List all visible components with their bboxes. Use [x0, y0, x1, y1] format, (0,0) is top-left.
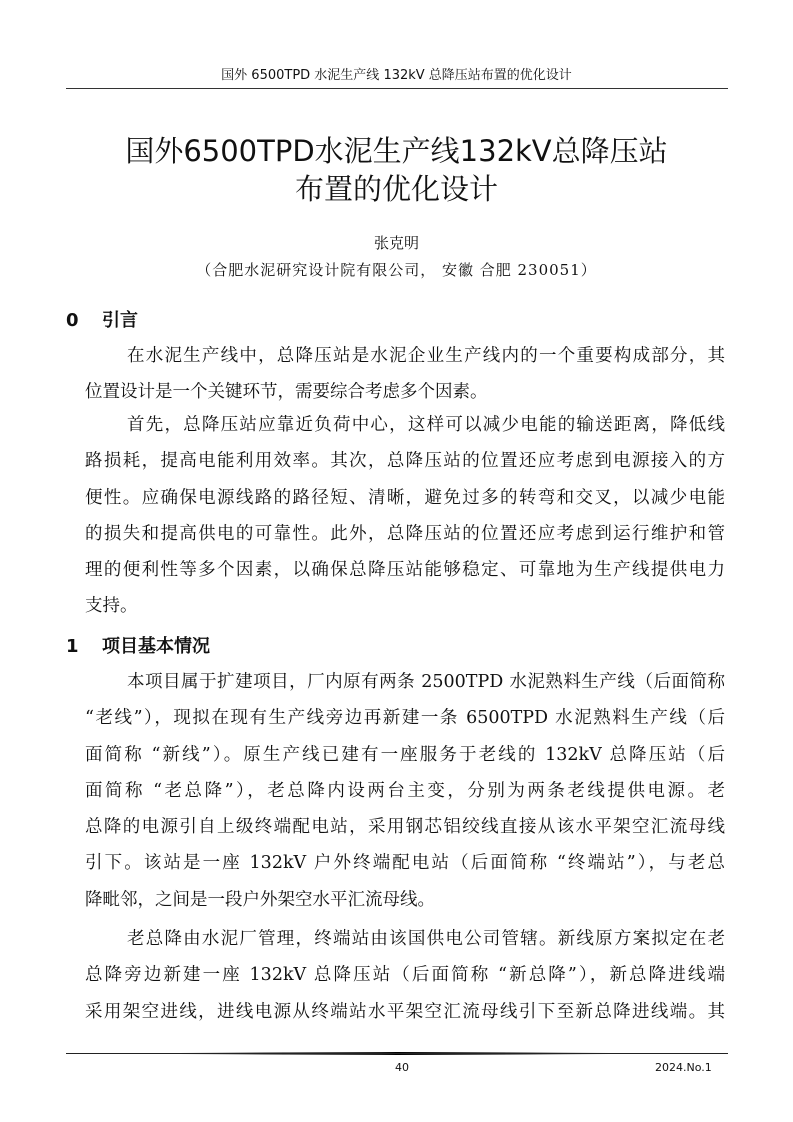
text-line: 支持。: [85, 596, 138, 617]
text-line: 引下。该站是一座 132kV 户外终端配电站（后面简称 “终端站”），与老总: [85, 853, 725, 874]
section-title: 项目基本情况: [102, 636, 210, 657]
text-line: 总降旁边新建一座 132kV 总降压站（后面简称 “新总降”），新总降进线端: [85, 965, 725, 986]
section-title: 引言: [102, 310, 138, 331]
paragraph: [85, 338, 725, 411]
section-number: 0: [66, 310, 79, 331]
text-line: 降毗邻，之间是一段户外架空水平汇流母线。: [85, 889, 435, 910]
text-line: 的损失和提高供电的可靠性。此外，总降压站的位置还应考虑到运行维护和管: [85, 523, 725, 544]
title-line-2: 布置的优化设计: [294, 172, 498, 206]
section-heading-1: [66, 632, 210, 658]
issue-label: 2024.No.1: [655, 1061, 712, 1074]
running-header: 国外 6500TPD 水泥生产线 132kV 总降压站布置的优化设计: [221, 68, 572, 83]
text-line: 本项目属于扩建项目，厂内原有两条 2500TPD 水泥熟料生产线（后面简称: [127, 672, 725, 692]
text-line: 总降的电源引自上级终端配电站，采用钢芯铝绞线直接从该水平架空汇流母线: [85, 817, 725, 838]
footer-rule-line: [66, 1053, 728, 1054]
paper-title: [0, 132, 793, 208]
paragraph: [85, 664, 725, 918]
text-line: 位置设计是一个关键环节，需要综合考虑多个因素。: [85, 382, 488, 403]
section-number: 1: [66, 636, 79, 657]
text-line: “老线”），现拟在现有生产线旁边再新建一条 6500TPD 水泥熟料生产线（后: [85, 708, 725, 729]
text-line: 便性。应确保电源线路的路径短、清晰，避免过多的转弯和交叉，以减少电能: [85, 487, 725, 508]
text-line: 理的便利性等多个因素，以确保总降压站能够稳定、可靠地为生产线提供电力: [85, 560, 725, 581]
affiliation: （合肥水泥研究设计院有限公司， 安徽 合肥 230051）: [196, 261, 597, 279]
title-line-1: 国外6500TPD水泥生产线132kV总降压站: [125, 134, 668, 168]
text-line: 面简称 “新线”）。原生产线已建有一座服务于老线的 132kV 总降压站（后: [85, 744, 725, 765]
text-line: 首先，总降压站应靠近负荷中心，这样可以减少电能的输送距离，降低线: [127, 415, 725, 435]
section-heading-0: [66, 306, 138, 332]
text-line: 老总降由水泥厂管理，终端站由该国供电公司管辖。新线原方案拟定在老: [127, 929, 725, 949]
header-rule: [66, 88, 728, 89]
text-line: 面简称 “老总降”），老总降内设两台主变，分别为两条老线提供电源。老: [85, 780, 725, 801]
paragraph: [85, 921, 725, 1030]
author: 张克明: [373, 234, 419, 252]
text-line: 在水泥生产线中，总降压站是水泥企业生产线内的一个重要构成部分，其: [127, 346, 725, 366]
page-number: 40: [395, 1061, 409, 1074]
paragraph: [85, 407, 725, 625]
text-line: 路损耗，提高电能利用效率。其次，总降压站的位置还应考虑到电源接入的方: [85, 451, 725, 472]
text-line: 采用架空进线，进线电源从终端站水平架空汇流母线引下至新总降进线端。其: [85, 1001, 725, 1022]
